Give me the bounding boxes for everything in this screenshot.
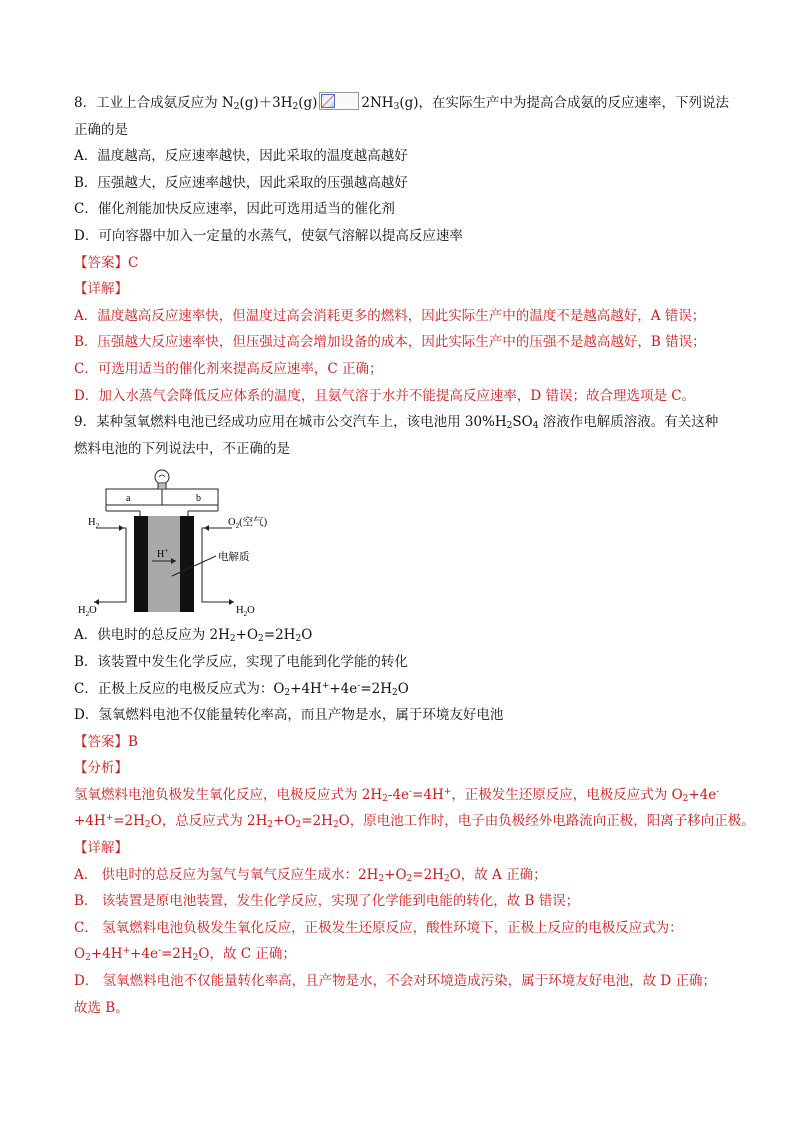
q9-stem-line2: 燃料电池的下列说法中，不正确的是 xyxy=(74,440,290,457)
q8-stem-line2: 正确的是 xyxy=(74,121,128,138)
q9-detail-c: C． 氢氧燃料电池负极发生氧化反应，正极发生还原反应，酸性环境下，正极上反应的电极反应式为： xyxy=(74,919,683,936)
equilibrium-symbol-image xyxy=(319,92,359,110)
fuel-cell-diagram xyxy=(76,466,336,616)
label-b: b xyxy=(196,493,201,505)
q8-stem-text: 8．工业上合成氨反应为 N xyxy=(74,95,234,111)
answer-value: B xyxy=(128,733,138,750)
q8-answer xyxy=(74,254,734,272)
q9-analysis-line2: $+4H^+=2H_2O$，总反应式为 $2H_2+O_2=2H_2O$，原电池工作时，电子由负极经外电路流向正极，阳离子移向正极。 xyxy=(74,813,755,831)
answer-tag: 【答案】 xyxy=(74,254,128,271)
q8-stem: 8．工业上合成氨反应为 $N_2(g)+3H_2(g)$ $2NH_3(g)$，在实际生产中为提高合成氨的反应速率，下列说法 xyxy=(74,92,734,112)
label-a: a xyxy=(126,493,131,505)
label-h2o-left: $H_2O$ xyxy=(78,605,97,617)
answer-value: C xyxy=(128,254,139,271)
answer-tag: 【答案】 xyxy=(74,733,128,750)
q8-detail-a: A．温度越高反应速率快，但温度过高会消耗更多的燃料，因此实际生产中的温度不是越高越好，A 错误； xyxy=(74,307,706,324)
q8-detail-tag: 【详解】 xyxy=(74,281,128,298)
q9-conclusion: 故选 B。 xyxy=(74,999,129,1016)
q9-analysis-tag: 【分析】 xyxy=(74,760,128,777)
q8-detail-b: B．压强越大反应速率快，但压强过高会增加设备的成本，因此实际生产中的压强不是越高越好，B 错误； xyxy=(74,334,706,351)
q9-detail-b: B． 该装置是原电池装置，发生化学反应，实现了化学能到电能的转化，故 B 错误； xyxy=(74,893,580,910)
q9-option-c: C．正极上反应的电极反应式为：$O_2+4H^++4e^-=2H_2O$ xyxy=(74,680,409,698)
document-page xyxy=(74,92,755,1025)
q9-detail-c-cont: $O_2+4H^++4e^-=2H_2O$，故 C 正确； xyxy=(74,946,296,964)
q9-stem: 9．某种氢氧燃料电池已经成功应用在城市公交汽车上，该电池用 $30\%H_2SO_4$ 溶液作电解质溶液。有关这种 xyxy=(74,414,719,432)
arrow-right-icon xyxy=(119,525,124,531)
label-h2: $H_2$ xyxy=(88,517,100,531)
fuel-cell-svg xyxy=(76,466,336,616)
q8-detail-c: C．可选用适当的催化剂来提高反应速率，C 正确； xyxy=(74,360,383,377)
anode-electrode xyxy=(134,516,148,612)
q8-option-d: D．可向容器中加入一定量的水蒸气，使氨气溶解以提高反应速率 xyxy=(74,227,463,244)
arrow-left-icon xyxy=(204,525,209,531)
arrow-right-icon xyxy=(229,599,234,605)
q9-detail-tag: 【详解】 xyxy=(74,840,128,857)
q9-analysis-line1: 氢氧燃料电池负极发生氧化反应，电极反应式为 $2H_2-4e^-=4H^+$，正极发生还原反应，电极反应式为 $O_2+4e^-$ xyxy=(74,786,720,804)
q8-option-a: A．温度越高，反应速率越快，因此采取的温度越高越好 xyxy=(74,148,408,165)
q8-detail-d: D．加入水蒸气会降低反应体系的温度，且氨气溶于水并不能提高反应速率，D 错误；故合理选项是 C。 xyxy=(74,387,696,404)
q9-option-d: D．氢氧燃料电池不仅能量转化率高，而且产物是水，属于环境友好电池 xyxy=(74,707,504,724)
label-h2o-right: $H_2O$ xyxy=(236,605,255,617)
light-bulb-icon xyxy=(155,470,169,489)
q9-answer xyxy=(74,733,734,751)
q9-option-b: B．该装置中发生化学反应，实现了电能到化学能的转化 xyxy=(74,653,408,670)
label-electrolyte: 电解质 xyxy=(218,551,250,564)
q8-option-c: C．催化剂能加快反应速率，因此可选用适当的催化剂 xyxy=(74,201,395,218)
electrolyte-layer xyxy=(148,516,180,612)
cathode-electrode xyxy=(180,516,194,612)
q9-detail-d: D． 氢氧燃料电池不仅能量转化率高，且产物是水，不会对环境造成污染，属于环境友好电池，故 D 正确； xyxy=(74,973,717,990)
q9-option-a: A．供电时的总反应为 $2H_2+O_2=2H_2O$ xyxy=(74,627,313,645)
q9-detail-a: A． 供电时的总反应为氢气与氧气反应生成水：$2H_2+O_2=2H_2O$，故 A 正确； xyxy=(74,866,547,884)
label-o2: $O_2$(空气) xyxy=(228,517,268,531)
label-hplus: H+ xyxy=(157,547,169,561)
q8-option-b: B．压强越大，反应速率越快，因此采取的压强越高越好 xyxy=(74,174,408,191)
